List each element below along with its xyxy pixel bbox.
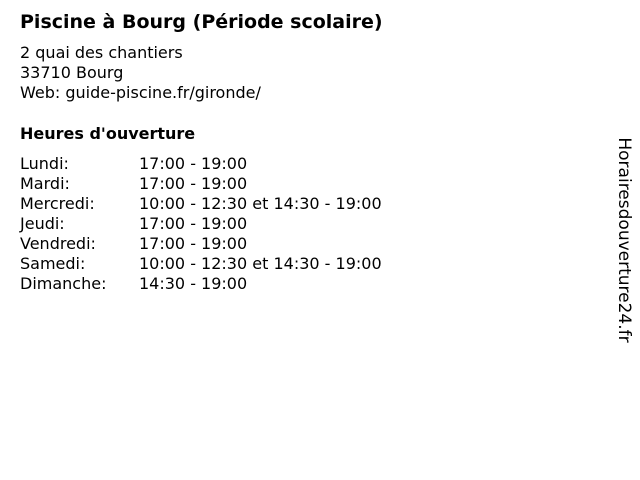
address-city: 33710 Bourg (20, 63, 124, 82)
hours-time: 10:00 - 12:30 et 14:30 - 19:00 (139, 194, 382, 213)
hours-row-mardi (20, 174, 382, 194)
address-block (20, 43, 261, 103)
hours-day: Vendredi: (20, 234, 96, 253)
hours-day: Dimanche: (20, 274, 107, 293)
hours-day: Jeudi: (20, 214, 65, 233)
page-title: Piscine à Bourg (Période scolaire) (20, 11, 383, 33)
hours-heading: Heures d'ouverture (20, 124, 196, 143)
hours-time: 17:00 - 19:00 (139, 214, 248, 233)
hours-time: 14:30 - 19:00 (139, 274, 248, 293)
hours-time: 10:00 - 12:30 et 14:30 - 19:00 (139, 254, 382, 273)
hours-row-dimanche (20, 274, 382, 294)
hours-row-jeudi (20, 214, 382, 234)
address-street: 2 quai des chantiers (20, 43, 183, 62)
hours-row-mercredi (20, 194, 382, 214)
hours-time: 17:00 - 19:00 (139, 174, 248, 193)
hours-time: 17:00 - 19:00 (139, 154, 248, 173)
hours-row-vendredi (20, 234, 382, 254)
hours-day: Samedi: (20, 254, 86, 273)
hours-table (20, 154, 382, 294)
hours-time: 17:00 - 19:00 (139, 234, 248, 253)
hours-day: Lundi: (20, 154, 69, 173)
hours-row-lundi (20, 154, 382, 174)
address-web: Web: guide-piscine.fr/gironde/ (20, 83, 261, 102)
hours-day: Mardi: (20, 174, 70, 193)
hours-day: Mercredi: (20, 194, 95, 213)
hours-row-samedi (20, 254, 382, 274)
brand-watermark: Horairesdouverture24.fr (614, 137, 634, 343)
